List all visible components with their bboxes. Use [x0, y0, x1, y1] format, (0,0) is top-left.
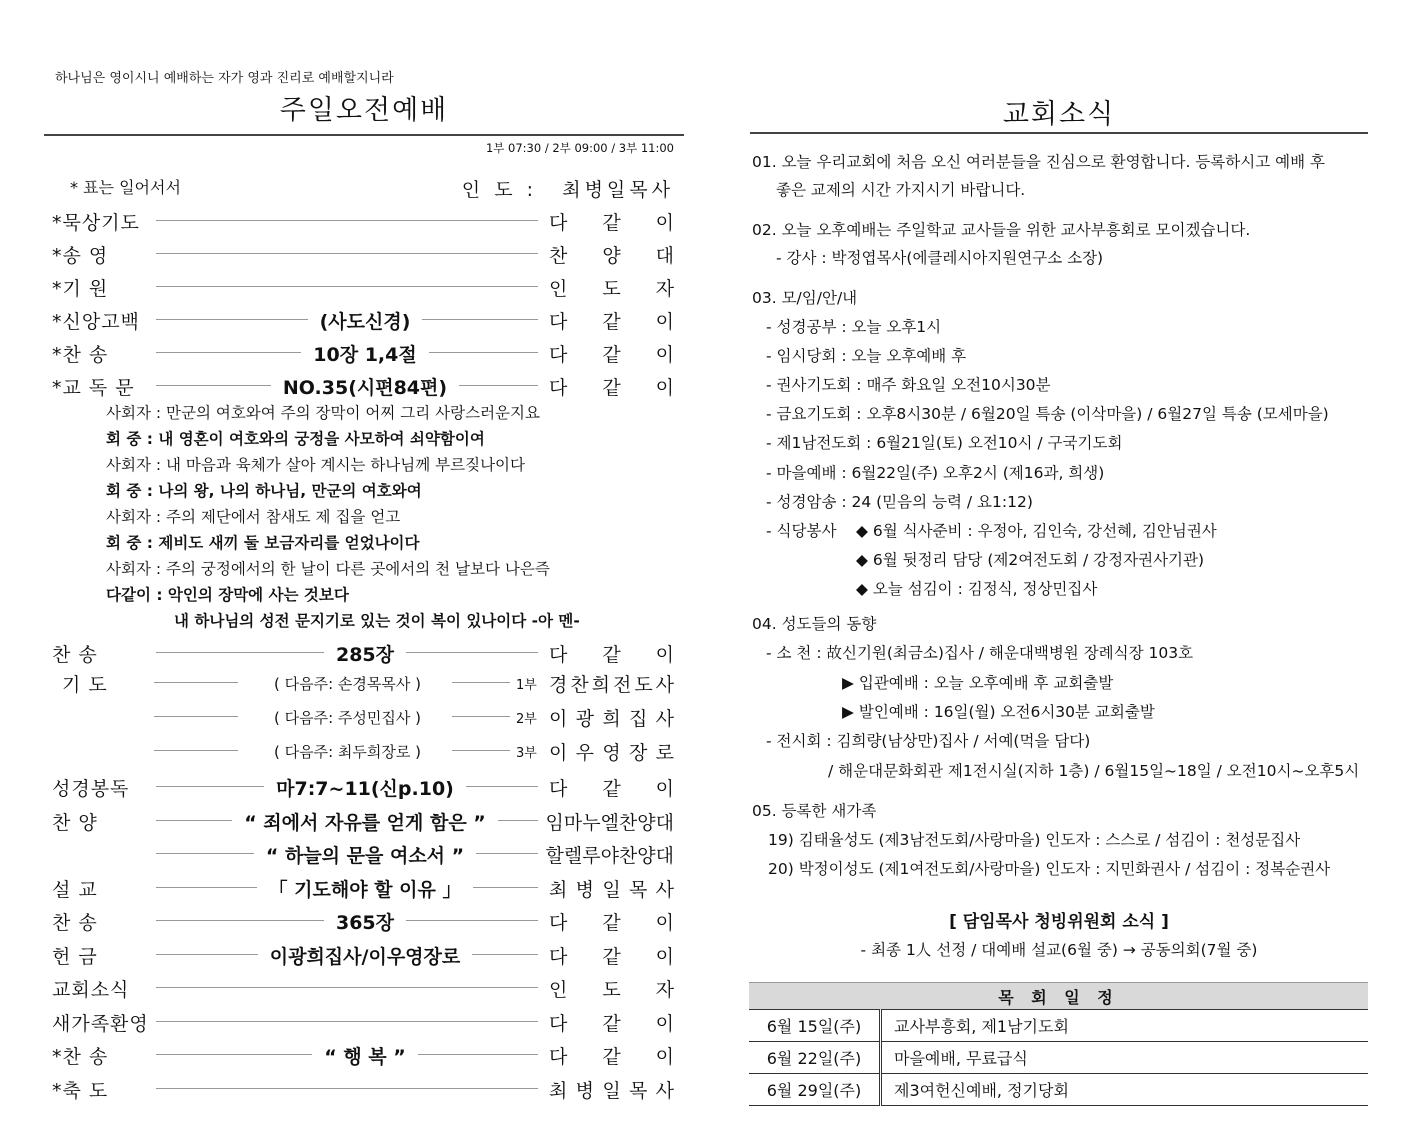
meeting-item: - 권사기도회 : 매주 화요일 오전10시30분 [766, 376, 1051, 394]
person-char: 같 [602, 912, 621, 934]
schedule-date: 6월 15일(주) [749, 1010, 881, 1042]
schedule-event: 교사부흥회, 제1남기도회 [881, 1010, 1369, 1042]
person-char: 이 [655, 946, 674, 968]
reading-text: 주의 궁정에서의 한 날이 다른 곳에서의 천 날보다 나은즉 [166, 560, 550, 578]
person-char: 자 [655, 278, 674, 300]
person-char: 광 [575, 708, 595, 730]
person-char: 다 [549, 212, 568, 234]
worship-item-person [549, 1009, 674, 1036]
worship-item-row [52, 205, 674, 235]
worship-item-row [52, 637, 674, 667]
leader-line [156, 286, 538, 287]
worship-item-person [549, 373, 674, 400]
person-char: 목 [628, 879, 648, 901]
worship-item-label: 새가족환영 [52, 1013, 149, 1035]
worship-item-person: 임마누엘찬양대 [545, 812, 674, 834]
reading-speaker: 회 중 : [106, 482, 153, 500]
reading-text: 제비도 새끼 둘 보금자리를 얻었나이다 [158, 534, 420, 552]
reading-text: 내 영혼이 여호와의 궁정을 사모하여 쇠약함이여 [158, 430, 485, 448]
reading-line [106, 557, 550, 579]
person-char: 병 [575, 879, 595, 901]
title-divider [44, 134, 684, 136]
person-char: 사 [655, 879, 674, 901]
reading-line [106, 583, 349, 605]
person-char: 같 [602, 344, 621, 366]
person-char: 집 [628, 708, 648, 730]
person-char: 일 [602, 879, 621, 901]
next-week-prayer: ( 다음주: 손경목목사 ) [274, 675, 421, 693]
leader-label: 인 도 : [461, 179, 537, 201]
worship-item-value: 285장 [192, 640, 538, 667]
schedule-row [749, 1010, 1368, 1042]
worship-item-row [52, 271, 674, 301]
worship-item-label: *찬 송 [52, 344, 109, 366]
person-char: 사 [655, 1080, 674, 1102]
person-char: 이 [655, 311, 674, 333]
worship-item-row [52, 1073, 674, 1103]
reading-speaker: 회 중 : [106, 534, 153, 552]
reading-text: 나의 왕, 나의 하나님, 만군의 여호와여 [158, 482, 422, 500]
reading-line [106, 531, 420, 553]
prayer-person [549, 704, 674, 731]
person-char: 인 [549, 979, 568, 1001]
reading-speaker: 사회자 : [106, 508, 162, 526]
stand-note: * 표는 일어서서 [70, 178, 181, 197]
service-number: 2부 [516, 712, 537, 727]
funeral-detail: ▶ 입관예배 : 오늘 오후예배 후 교회출발 [842, 674, 1114, 692]
worship-item-row [52, 872, 674, 902]
committee-line: - 최종 1人 선정 / 대예배 설교(6월 중) → 공동의회(7월 중) [860, 941, 1258, 959]
worship-item-person [549, 640, 674, 667]
leader-line [154, 750, 238, 751]
worship-item-person [549, 1042, 674, 1069]
person-char: 자 [655, 979, 674, 1001]
person-char: 같 [602, 212, 621, 234]
worship-item-row [52, 1039, 674, 1069]
new-family-item: 20) 박정이성도 (제1여전도회/사랑마을) 인도자 : 지민화권사 / 섬김이 : 정복순권사 [768, 860, 1331, 878]
reading-text: 내 마음과 육체가 살아 계시는 하나님께 부르짖나이다 [166, 456, 525, 474]
worship-item-label: *교 독 문 [52, 377, 135, 399]
news-1-line1: 01. 오늘 우리교회에 처음 오신 여러분들을 진심으로 환영합니다. 등록하시고 예배 후 [752, 153, 1325, 171]
reading-speaker: 사회자 : [106, 560, 162, 578]
reading-speaker: 다같이 : [106, 586, 163, 604]
leader-line [156, 1021, 538, 1022]
worship-item-label: 설 교 [52, 879, 98, 901]
person-char: 최 [549, 1080, 568, 1102]
prayer-person [549, 670, 674, 697]
person-char: 이 [655, 644, 674, 666]
worship-item-value: “ 하늘의 문을 여소서 ” [192, 841, 538, 868]
person-char: 사 [655, 708, 674, 730]
person-char: 같 [602, 1046, 621, 1068]
next-week-prayer: ( 다음주: 주성민집사 ) [274, 709, 421, 727]
meal-label: - 식당봉사 [766, 522, 837, 540]
worship-item-label: 교회소식 [52, 979, 130, 1001]
person-char: 우 [575, 742, 595, 764]
reading-line [106, 401, 540, 423]
prayer-label: 기 도 [62, 674, 108, 696]
news-5-heading: 05. 등록한 새가족 [752, 802, 877, 820]
worship-item-row [52, 838, 674, 868]
worship-item-value: 365장 [192, 908, 538, 935]
schedule-date: 6월 22일(주) [749, 1042, 881, 1074]
person-char: 이 [655, 212, 674, 234]
reading-line [174, 609, 580, 631]
person-char: 같 [602, 1013, 621, 1035]
worship-item-label: *찬 송 [52, 1046, 109, 1068]
worship-item-value: 10장 1,4절 [192, 340, 538, 367]
person-char: 인 [549, 278, 568, 300]
worship-item-value: NO.35(시편84편) [192, 373, 538, 400]
worship-item-row [52, 370, 674, 400]
worship-item-person [549, 340, 674, 367]
person-char: 다 [549, 377, 568, 399]
news-divider [750, 132, 1368, 134]
worship-item-row [52, 1006, 674, 1036]
person-char: 도 [634, 674, 653, 696]
schedule-row [749, 1074, 1368, 1106]
worship-item-value: “ 행 복 ” [192, 1042, 538, 1069]
news-1-line2: 좋은 교제의 시간 가지시기 바랍니다. [776, 181, 1026, 199]
pastoral-schedule [749, 982, 1368, 1106]
person-char: 목 [628, 1080, 648, 1102]
worship-item-row [52, 304, 674, 334]
reading-speaker: 사회자 : [106, 404, 162, 422]
person-char: 다 [549, 311, 568, 333]
leader-line [154, 682, 238, 683]
worship-item-row [52, 771, 674, 801]
new-family-item: 19) 김태율성도 (제3남전도회/사랑마을) 인도자 : 스스로 / 섬김이 : 천성문집사 [768, 831, 1301, 849]
stand-note-row [52, 172, 674, 202]
person-char: 다 [549, 1046, 568, 1068]
worship-item-row [52, 905, 674, 935]
worship-item-label: *묵상기도 [52, 212, 140, 234]
person-char: 다 [549, 1013, 568, 1035]
worship-item-row [52, 238, 674, 268]
reading-speaker: 회 중 : [106, 430, 153, 448]
meal-item: ◆ 오늘 섬김이 : 김정식, 정상민집사 [856, 580, 1098, 598]
meal-item: ◆ 6월 뒷정리 담당 (제2여전도회 / 강정자권사기관) [856, 551, 1205, 569]
person-char: 희 [591, 674, 611, 696]
worship-item-value: 「 기도해야 할 이유 」 [192, 875, 538, 902]
person-char: 같 [602, 377, 621, 399]
funeral-detail: ▶ 발인예배 : 16일(월) 오전6시30분 교회출발 [842, 703, 1155, 721]
person-char: 같 [602, 644, 621, 666]
funeral-line: - 소 천 : 故신기원(최금소)집사 / 해운대백병원 장례식장 103호 [766, 644, 1194, 662]
worship-item-label: 헌 금 [52, 946, 98, 968]
person-char: 이 [549, 708, 568, 730]
meal-item: ◆ 6월 식사준비 : 우정아, 김인숙, 강선혜, 김안님권사 [856, 522, 1217, 540]
leader-line [156, 1088, 538, 1089]
person-char: 다 [549, 344, 568, 366]
person-char: 영 [602, 742, 621, 764]
person-char: 도 [602, 278, 621, 300]
worship-item-label: 성경봉독 [52, 778, 130, 800]
person-char: 도 [602, 979, 621, 1001]
reading-text: 만군의 여호와여 주의 장막이 어찌 그리 사랑스러운지요 [166, 404, 540, 422]
leader-line [452, 716, 510, 717]
meeting-item: - 성경암송 : 24 (믿음의 능력 / 요1:12) [766, 493, 1033, 511]
news-title: 교회소식 [1002, 99, 1116, 130]
leader-line [156, 253, 538, 254]
worship-item-row [52, 337, 674, 367]
worship-item-person [549, 774, 674, 801]
leader-line [154, 716, 238, 717]
leader-name: 최병일목사 [562, 179, 674, 201]
person-char: 전 [612, 674, 632, 696]
meeting-item: - 제1남전도회 : 6월21일(토) 오전10시 / 구국기도회 [766, 434, 1123, 452]
person-char: 경 [549, 674, 568, 696]
leader-line [156, 220, 538, 221]
person-char: 같 [602, 311, 621, 333]
reading-text: 주의 제단에서 참새도 제 집을 얻고 [166, 508, 401, 526]
worship-item-label: *축 도 [52, 1080, 109, 1102]
news-2-line2: - 강사 : 박정엽목사(에클레시아지원연구소 소장) [776, 249, 1104, 267]
worship-item-row [52, 939, 674, 969]
worship-item-label: *송 영 [52, 245, 109, 267]
schedule-row [749, 1042, 1368, 1074]
worship-item-person [549, 307, 674, 334]
person-char: 이 [655, 344, 674, 366]
leader-line [452, 750, 510, 751]
person-char: 같 [602, 778, 621, 800]
service-number: 1부 [516, 678, 537, 693]
worship-item-person [549, 1076, 674, 1103]
reading-speaker: 사회자 : [106, 456, 162, 474]
schedule-event: 마을예배, 무료급식 [881, 1042, 1369, 1074]
worship-item-person [549, 908, 674, 935]
news-2-line1: 02. 오늘 오후예배는 주일학교 교사들을 위한 교사부흥회로 모이겠습니다. [752, 221, 1251, 239]
worship-item-value: 이광희집사/이우영장로 [192, 942, 538, 969]
reading-text: 악인의 장막에 사는 것보다 [167, 586, 349, 604]
worship-item-label: *기 원 [52, 278, 109, 300]
worship-item-person [549, 241, 674, 268]
person-char: 이 [549, 742, 568, 764]
person-char: 희 [602, 708, 621, 730]
person-char: 일 [602, 1080, 621, 1102]
person-char: 다 [549, 778, 568, 800]
reading-line [106, 505, 400, 527]
worship-item-person [549, 942, 674, 969]
reading-line [106, 453, 525, 475]
schedule-date: 6월 29일(주) [749, 1074, 881, 1106]
leader-line [452, 682, 510, 683]
worship-item-person: 할렐루야찬양대 [545, 845, 674, 867]
worship-item-person [549, 875, 674, 902]
person-char: 이 [655, 1046, 674, 1068]
worship-item-label: 찬 양 [52, 812, 98, 834]
worship-item-label: 찬 송 [52, 912, 98, 934]
person-char: 이 [655, 377, 674, 399]
person-char: 다 [549, 912, 568, 934]
person-char: 대 [655, 245, 674, 267]
person-char: 병 [575, 1080, 595, 1102]
worship-item-value: “ 죄에서 자유를 얻게 함은 ” [192, 808, 538, 835]
person-char: 같 [602, 946, 621, 968]
person-char: 다 [549, 946, 568, 968]
person-char: 양 [602, 245, 621, 267]
person-char: 사 [655, 674, 674, 696]
person-char: 찬 [570, 674, 589, 696]
person-char: 로 [655, 742, 674, 764]
next-week-prayer: ( 다음주: 최두희장로 ) [274, 743, 421, 761]
meeting-item: - 성경공부 : 오늘 오후1시 [766, 318, 942, 336]
worship-item-label: *신앙고백 [52, 311, 140, 333]
person-char: 장 [628, 742, 648, 764]
service-number: 3부 [516, 746, 537, 761]
meeting-item: - 임시당회 : 오늘 오후예배 후 [766, 347, 967, 365]
exhibition-detail: / 해운대문화회관 제1전시실(지하 1층) / 6월15일~18일 / 오전10시~오후5시 [828, 762, 1360, 780]
meeting-item: - 마을예배 : 6월22일(주) 오후2시 (제16과, 희생) [766, 464, 1105, 482]
person-char: 이 [655, 778, 674, 800]
scripture-verse: 하나님은 영이시니 예배하는 자가 영과 진리로 예배할지니라 [55, 71, 394, 86]
news-4-heading: 04. 성도들의 동향 [752, 615, 877, 633]
person-char: 이 [655, 912, 674, 934]
worship-item-value: 마7:7~11(신p.10) [192, 774, 538, 801]
person-char: 최 [549, 879, 568, 901]
worship-item-value: (사도신경) [192, 307, 538, 334]
worship-item-person [549, 208, 674, 235]
worship-item-row [52, 972, 674, 1002]
worship-item-row [52, 805, 674, 835]
prayer-person [549, 738, 674, 765]
person-char: 찬 [549, 245, 568, 267]
person-char: 이 [655, 1013, 674, 1035]
meeting-item: - 금요기도회 : 오후8시30분 / 6월20일 특송 (이삭마을) / 6월27일 특송 (모세마을) [766, 405, 1329, 423]
service-times: 1부 07:30 / 2부 09:00 / 3부 11:00 [485, 141, 674, 155]
person-char: 다 [549, 644, 568, 666]
reading-line [106, 479, 422, 501]
reading-line [106, 427, 485, 449]
committee-title: [ 담임목사 청빙위원회 소식 ] [949, 912, 1169, 932]
worship-item-person [549, 274, 674, 301]
schedule-event: 제3여헌신예배, 정기당회 [881, 1074, 1369, 1106]
worship-item-person [549, 975, 674, 1002]
news-3-heading: 03. 모/임/안/내 [752, 289, 858, 307]
leader-line [156, 987, 538, 988]
worship-item-label: 찬 송 [52, 644, 98, 666]
schedule-title: 목 회 일 정 [749, 983, 1368, 1010]
service-title: 주일오전예배 [279, 95, 449, 126]
exhibition-line: - 전시회 : 김희량(남상만)집사 / 서예(먹을 담다) [766, 732, 1091, 750]
reading-text: 내 하나님의 성전 문지기로 있는 것이 복이 있나이다 -아 멘- [174, 612, 580, 630]
